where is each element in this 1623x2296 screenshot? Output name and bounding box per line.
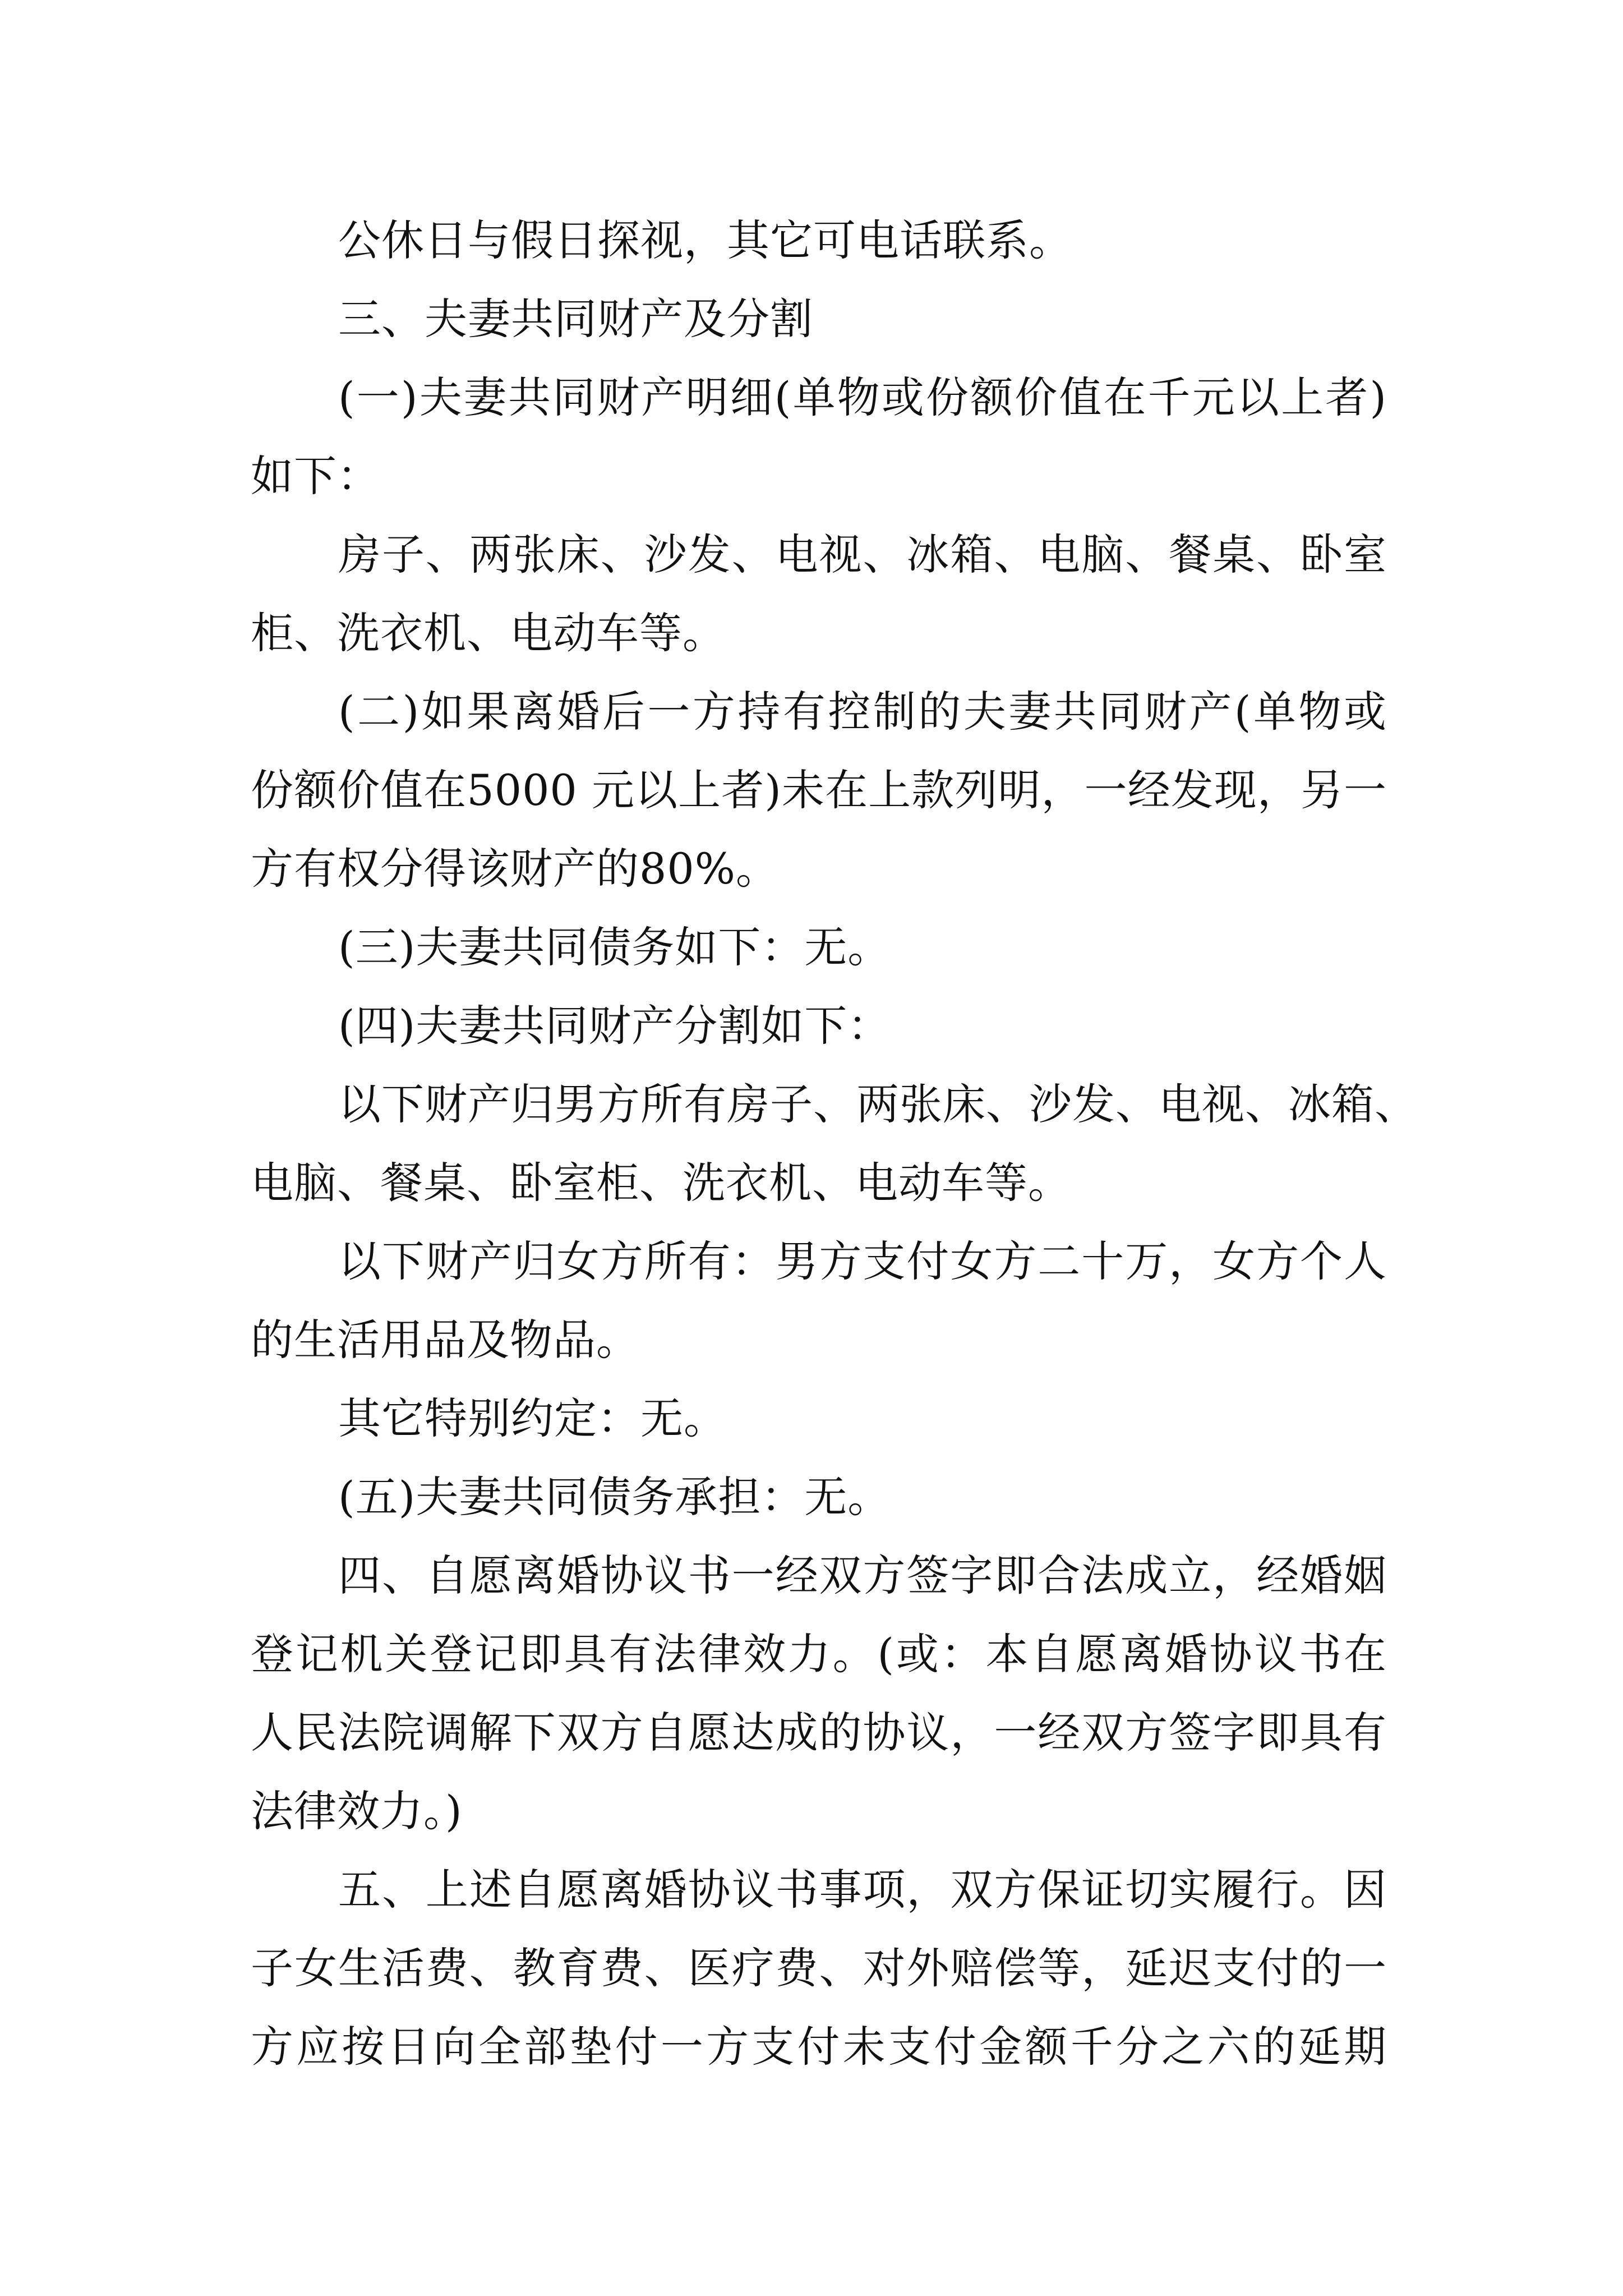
text-line: 方有权分得该财产的80%。 bbox=[251, 844, 779, 894]
text-line: 房子、两张床、沙发、电视、冰箱、电脑、餐桌、卧室 bbox=[338, 530, 1387, 579]
text-line: 法律效力。) bbox=[251, 1786, 463, 1836]
paragraph-female-property bbox=[251, 1222, 1387, 1379]
paragraph-item-1 bbox=[251, 358, 1387, 516]
text-line: 柜、洗衣机、电动车等。 bbox=[251, 608, 726, 658]
paragraph-section-4 bbox=[251, 1536, 1387, 1851]
text-line: (二)如果离婚后一方持有控制的夫妻共同财产(单物或 bbox=[338, 687, 1387, 737]
paragraph-item-2 bbox=[251, 673, 1387, 908]
paragraph-item-4 bbox=[251, 987, 1387, 1065]
paragraph-male-property bbox=[251, 1065, 1418, 1222]
text-line: 的生活用品及物品。 bbox=[251, 1315, 639, 1365]
text-line: 以下财产归女方所有：男方支付女方二十万，女方个人 bbox=[338, 1236, 1387, 1286]
text-line: 份额价值在5000 元以上者)未在上款列明，一经发现，另一 bbox=[251, 765, 1387, 815]
text-line: 如下： bbox=[251, 451, 380, 501]
text-line: 登记机关登记即具有法律效力。(或：本自愿离婚协议书在 bbox=[251, 1629, 1387, 1679]
text-line: 方应按日向全部垫付一方支付未支付金额千分之六的延期 bbox=[251, 2022, 1387, 2072]
text-line: (五)夫妻共同债务承担：无。 bbox=[338, 1472, 891, 1522]
paragraph-section-5 bbox=[251, 1851, 1387, 2086]
section-heading-property bbox=[251, 280, 1387, 358]
text-line: 五、上述自愿离婚协议书事项，双方保证切实履行。因 bbox=[338, 1865, 1387, 1915]
text-line: (三)夫妻共同债务如下：无。 bbox=[338, 922, 891, 972]
text-line: (一)夫妻共同财产明细(单物或份额价值在千元以上者) bbox=[338, 372, 1387, 422]
text-line: 电脑、餐桌、卧室柜、洗衣机、电动车等。 bbox=[251, 1158, 1071, 1208]
paragraph-special-agreement bbox=[251, 1379, 1387, 1458]
text-line: 以下财产归男方所有房子、两张床、沙发、电视、冰箱、 bbox=[338, 1079, 1418, 1129]
paragraph-item-3 bbox=[251, 908, 1387, 987]
text-line: 其它特别约定：无。 bbox=[338, 1393, 727, 1443]
paragraph-item-5 bbox=[251, 1458, 1387, 1536]
paragraph-visitation-continued bbox=[251, 201, 1387, 280]
text-line: 四、自愿离婚协议书一经双方签字即合法成立，经婚姻 bbox=[338, 1550, 1387, 1600]
text-line: 人民法院调解下双方自愿达成的协议，一经双方签字即具有 bbox=[251, 1708, 1387, 1757]
text-line: 子女生活费、教育费、医疗费、对外赔偿等，延迟支付的一 bbox=[251, 1943, 1387, 1993]
text-line: 三、夫妻共同财产及分割 bbox=[338, 294, 813, 344]
text-line: (四)夫妻共同财产分割如下： bbox=[338, 1001, 891, 1051]
document-body bbox=[251, 201, 1418, 2086]
paragraph-property-list bbox=[251, 516, 1387, 673]
text-line: 公休日与假日探视，其它可电话联系。 bbox=[338, 215, 1072, 265]
